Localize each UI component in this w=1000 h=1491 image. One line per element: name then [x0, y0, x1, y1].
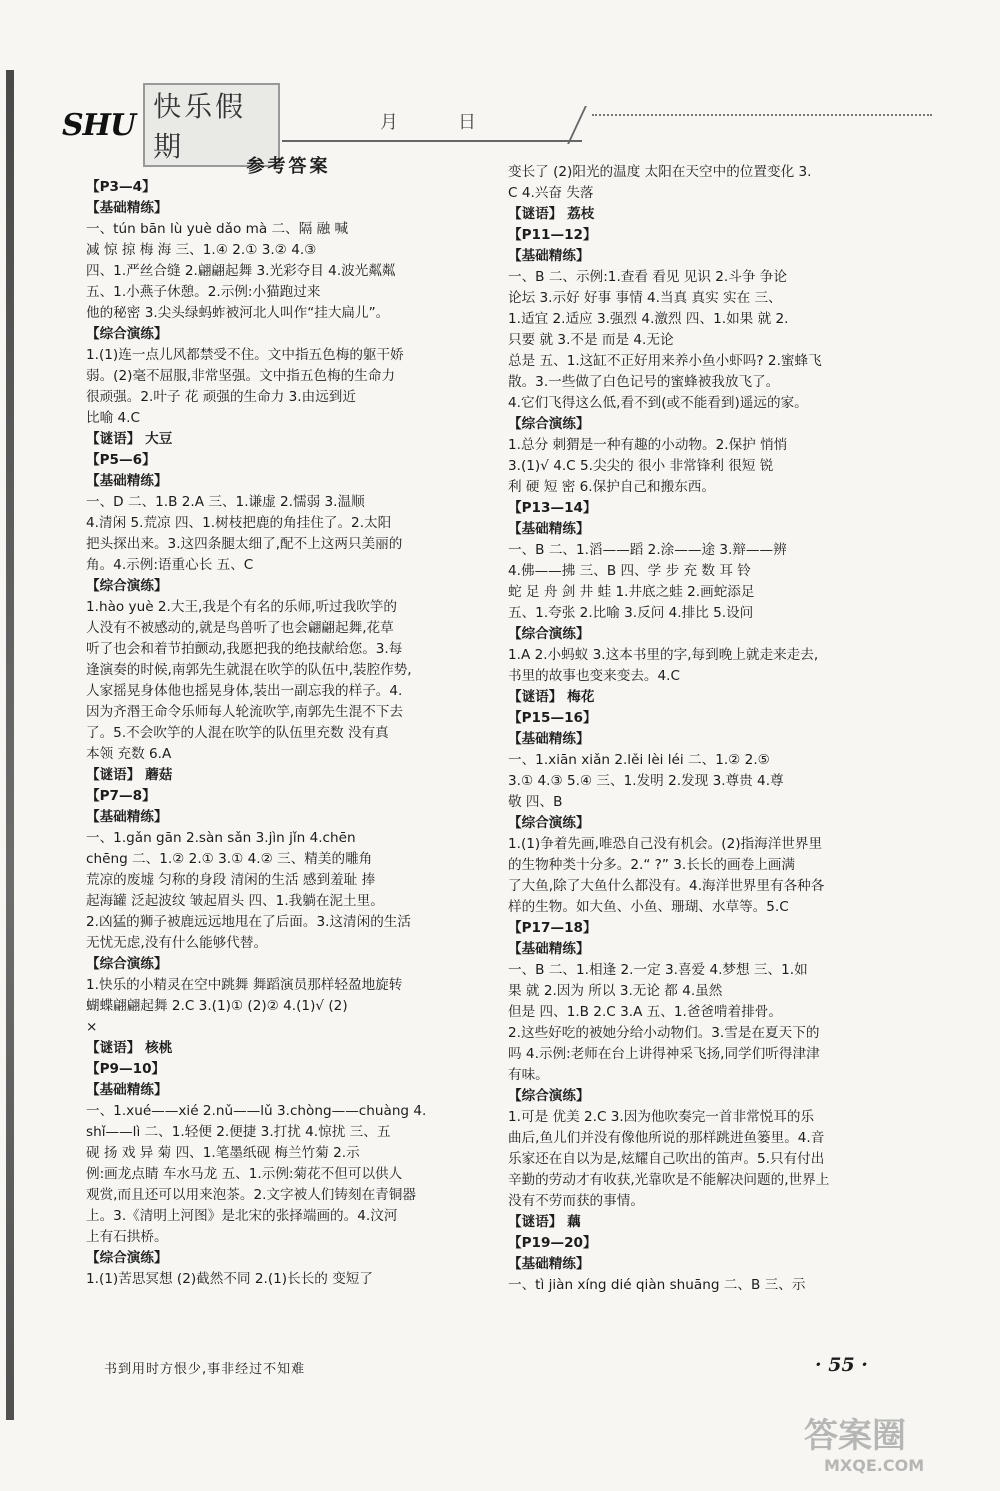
answer-line: 蛇 足 舟 剑 井 蛙 1.井底之蛙 2.画蛇添足 — [508, 584, 755, 600]
header-dotted-rule — [592, 114, 932, 116]
answer-line: 【P3—4】 — [86, 179, 156, 195]
answer-line: 蝴蝶翩翩起舞 2.C 3.(1)① (2)② 4.(1)√ (2) — [86, 998, 348, 1014]
answer-line: 有味。 — [508, 1067, 549, 1083]
answer-line: 【综合演练】 — [86, 1250, 168, 1266]
answer-line: 一、tì jiàn xíng dié qiàn shuāng 二、B 三、示 — [508, 1277, 806, 1293]
answer-line: 1.(1)争着先画,唯恐自己没有机会。(2)指海洋世界里 — [508, 836, 823, 852]
answer-line: 【谜语】 蘑菇 — [86, 767, 173, 783]
answer-line: 1.总分 刺猬是一种有趣的小动物。2.保护 悄悄 — [508, 437, 788, 453]
answer-line: 【基础精练】 — [508, 248, 590, 264]
answer-line: 吗 4.示例:老师在台上讲得神采飞扬,同学们听得津津 — [508, 1046, 820, 1062]
answer-line: 听了也会和着节拍颤动,我愿把我的绝技献给您。3.每 — [86, 641, 403, 657]
date-fields — [380, 108, 476, 134]
answer-line: 五、1.夸张 2.比喻 3.反问 4.排比 5.设问 — [508, 605, 754, 621]
answer-line: 4.清闲 5.荒凉 四、1.树枝把鹿的角挂住了。2.太阳 — [86, 515, 392, 531]
answer-line: 【综合演练】 — [508, 626, 590, 642]
answer-line: 逢演奏的时候,南郭先生就混在吹竽的队伍中,装腔作势, — [86, 662, 412, 678]
answer-line: 他的秘密 3.尖头绿蚂蚱被河北人叫作“挂大扁儿”。 — [86, 305, 390, 321]
answer-line: 【综合演练】 — [86, 956, 168, 972]
answer-line: 总是 五、1.这缸不正好用来养小鱼小虾吗? 2.蜜蜂飞 — [508, 353, 822, 369]
answer-line: 无忧无虑,没有什么能够代替。 — [86, 935, 268, 951]
answer-line: 1.A 2.小蚂蚁 3.这本书里的字,每到晚上就走来走去, — [508, 647, 819, 663]
answer-line: 利 硬 短 密 6.保护自己和搬东西。 — [508, 479, 715, 495]
answer-line: 【基础精练】 — [508, 941, 590, 957]
answer-line: 一、D 二、1.B 2.A 三、1.谦虚 2.懦弱 3.温顺 — [86, 494, 365, 510]
answer-line: 上。3.《清明上河图》是北宋的张择端画的。4.汶河 — [86, 1208, 398, 1224]
answer-line: 砚 扬 戏 异 菊 四、1.笔墨纸砚 梅兰竹菊 2.示 — [86, 1145, 360, 1161]
book-logo — [62, 90, 280, 163]
answer-line: 减 惊 掠 梅 海 三、1.④ 2.① 3.② 4.③ — [86, 242, 317, 258]
answer-line: 起海罐 泛起波纹 皱起眉头 四、1.我躺在泥土里。 — [86, 893, 384, 909]
answer-line: 【基础精练】 — [86, 809, 168, 825]
header-rule — [282, 140, 582, 142]
answer-line: 很顽强。2.叶子 花 顽强的生命力 3.由远到近 — [86, 389, 356, 405]
scan-edge — [6, 70, 14, 1420]
answer-line: C 4.兴奋 失落 — [508, 185, 594, 201]
footer-motto: 书到用时方恨少,事非经过不知难 — [104, 1362, 306, 1377]
answer-line: 乐家还在自以为是,炫耀自己吹出的笛声。5.只有付出 — [508, 1151, 825, 1167]
answer-line: 2.这些好吃的被她分给小动物们。3.雪是在夏天下的 — [508, 1025, 820, 1041]
answer-line: 【谜语】 梅花 — [508, 689, 595, 705]
answer-line: 3.(1)√ 4.C 5.尖尖的 很小 非常锋利 很短 锐 — [508, 458, 774, 474]
left-answer-lines — [86, 177, 491, 1290]
answer-line: 【P7—8】 — [86, 788, 156, 804]
answer-line: 但是 四、1.B 2.C 3.A 五、1.爸爸啃着排骨。 — [508, 1004, 782, 1020]
page-header — [62, 90, 932, 163]
answer-line: 论坛 3.示好 好事 事情 4.当真 真实 实在 三、 — [508, 290, 782, 306]
answer-line: 【综合演练】 — [508, 815, 590, 831]
answer-line: 【综合演练】 — [508, 416, 590, 432]
answer-line: 了。5.不会吹竽的人混在吹竽的队伍里充数 没有真 — [86, 725, 389, 741]
answer-line: 一、B 二、1.相逢 2.一定 3.喜爱 4.梦想 三、1.如 — [508, 962, 808, 978]
answer-line: 辛勤的劳动才有收获,光靠吹是不能解决问题的,世界上 — [508, 1172, 830, 1188]
answer-line: 【基础精练】 — [86, 200, 168, 216]
answer-line: 1.快乐的小精灵在空中跳舞 舞蹈演员那样轻盈地旋转 — [86, 977, 403, 993]
answer-line: 因为齐湣王命令乐师每人轮流吹竽,南郭先生混不下去 — [86, 704, 403, 720]
answer-line: 没有不劳而获的事情。 — [508, 1193, 644, 1209]
answer-line: 【P15—16】 — [508, 710, 597, 726]
answer-line: 1.(1)连一点儿风都禁受不住。文中指五色梅的躯干娇 — [86, 347, 404, 363]
answer-line: 【P9—10】 — [86, 1061, 166, 1077]
month-label: 月 — [380, 112, 398, 133]
answer-line: 4.佛——拂 三、B 四、学 步 充 数 耳 铃 — [508, 563, 751, 579]
answer-line: 荒凉的废墟 匀称的身段 清闲的生活 感到羞耻 捧 — [86, 872, 376, 888]
answer-line: 【综合演练】 — [508, 1088, 590, 1104]
answer-line: × — [86, 1019, 98, 1035]
answer-line: 比喻 4.C — [86, 410, 140, 426]
logo-mark: SHU — [62, 107, 136, 143]
answer-line: 【基础精练】 — [86, 473, 168, 489]
watermark-logo — [794, 1409, 974, 1477]
answer-line: 一、B 二、1.滔——蹈 2.涂——途 3.辩——辨 — [508, 542, 787, 558]
day-label: 日 — [458, 112, 476, 133]
answer-line: 1.hào yuè 2.大王,我是个有名的乐师,听过我吹竽的 — [86, 599, 398, 615]
answer-line: 例:画龙点睛 车水马龙 五、1.示例:菊花不但可以供人 — [86, 1166, 403, 1182]
page-number: · 55 · — [815, 1354, 868, 1376]
answer-line: 【基础精练】 — [508, 521, 590, 537]
answer-line: 3.① 4.③ 5.④ 三、1.发明 2.发现 3.尊贵 4.尊 — [508, 773, 784, 789]
answer-line: 1.(1)苦思冥想 (2)截然不同 2.(1)长长的 变短了 — [86, 1271, 373, 1287]
answer-line: 书里的故事也变来变去。4.C — [508, 668, 680, 684]
answer-line: 一、tún bān lù yuè dǎo mà 二、隔 融 喊 — [86, 221, 349, 237]
answer-line: 弱。(2)毫不屈服,非常坚强。文中指五色梅的生命力 — [86, 368, 396, 384]
answer-line: 敬 四、B — [508, 794, 563, 810]
answer-line: 散。3.一些做了白色记号的蜜蜂被我放飞了。 — [508, 374, 780, 390]
answer-line: 把头探出来。3.这四条腿太细了,配不上这两只美丽的 — [86, 536, 403, 552]
page-title: 参考答案 — [246, 156, 331, 177]
answer-line: 4.它们飞得这么低,看不到(或不能看到)遥远的家。 — [508, 395, 808, 411]
answer-line: 一、B 二、示例:1.查看 看见 见识 2.斗争 争论 — [508, 269, 787, 285]
answer-line: 【谜语】 核桃 — [86, 1040, 173, 1056]
answer-line: 本领 充数 6.A — [86, 746, 172, 762]
answer-line: 五、1.小燕子休憩。2.示例:小猫跑过来 — [86, 284, 321, 300]
answer-line: 四、1.严丝合缝 2.翩翩起舞 3.光彩夺目 4.波光粼粼 — [86, 263, 396, 279]
right-column — [508, 162, 913, 1296]
answer-line: 一、1.gǎn gān 2.sàn sǎn 3.jìn jǐn 4.chēn — [86, 830, 356, 846]
answer-line: 1.适宜 2.适应 3.强烈 4.激烈 四、1.如果 就 2. — [508, 311, 789, 327]
answer-line: 只要 就 3.不是 而是 4.无论 — [508, 332, 674, 348]
watermark-text: 答案圈 — [804, 1416, 906, 1456]
answer-line: 【谜语】 藕 — [508, 1214, 581, 1230]
right-answer-lines — [508, 162, 913, 1296]
answer-line: 果 就 2.因为 所以 3.无论 都 4.虽然 — [508, 983, 723, 999]
answer-line: 了大鱼,除了大鱼什么都没有。4.海洋世界里有各种各 — [508, 878, 825, 894]
answer-line: 一、1.xué——xié 2.nǔ——lǔ 3.chòng——chuàng 4. — [86, 1103, 427, 1119]
logo-title: 快乐假期 — [143, 83, 280, 167]
answer-line: chēng 二、1.② 2.① 3.① 4.② 三、精美的雕角 — [86, 851, 373, 867]
answer-line: 【基础精练】 — [508, 731, 590, 747]
answer-line: 人没有不被感动的,就是鸟兽听了也会翩翩起舞,花草 — [86, 620, 394, 636]
answer-line: 【谜语】 荔枝 — [508, 206, 595, 222]
answer-line: 【P17—18】 — [508, 920, 597, 936]
answer-line: 【P11—12】 — [508, 227, 597, 243]
answer-line: 2.凶猛的狮子被鹿远远地甩在了后面。3.这清闲的生活 — [86, 914, 412, 930]
answer-line: 【综合演练】 — [86, 326, 168, 342]
answer-line: 一、1.xiān xiǎn 2.lěi lèi léi 二、1.② 2.⑤ — [508, 752, 770, 768]
answer-line: 【基础精练】 — [86, 1082, 168, 1098]
watermark-site: MXQE.COM — [824, 1456, 925, 1475]
answer-line: 【P5—6】 — [86, 452, 156, 468]
answer-line: 人家摇晃身体他也摇晃身体,装出一副忘我的样子。4. — [86, 683, 403, 699]
answer-line: 【谜语】 大豆 — [86, 431, 173, 447]
answer-line: 曲后,鱼儿们并没有像他所说的那样跳进鱼篓里。4.音 — [508, 1130, 825, 1146]
left-column — [86, 156, 491, 1290]
answer-line: 角。4.示例:语重心长 五、C — [86, 557, 254, 573]
answer-line: 【综合演练】 — [86, 578, 168, 594]
answer-line: shǐ——lì 二、1.轻便 2.便捷 3.打扰 4.惊扰 三、五 — [86, 1124, 391, 1140]
answer-line: 变长了 (2)阳光的温度 太阳在天空中的位置变化 3. — [508, 164, 812, 180]
answer-line: 【P19—20】 — [508, 1235, 597, 1251]
answer-line: 的生物种类十分多。2.“ ?” 3.长长的画卷上画满 — [508, 857, 795, 873]
answer-line: 观赏,而且还可以用来泡茶。2.文字被人们铸刻在青铜器 — [86, 1187, 416, 1203]
answer-line: 【基础精练】 — [508, 1256, 590, 1272]
answer-line: 样的生物。如大鱼、小鱼、珊瑚、水草等。5.C — [508, 899, 789, 915]
header-slant — [567, 106, 587, 144]
answer-line: 1.可是 优美 2.C 3.因为他吹奏完一首非常悦耳的乐 — [508, 1109, 815, 1125]
answer-line: 【P13—14】 — [508, 500, 597, 516]
answer-line: 上有石拱桥。 — [86, 1229, 168, 1245]
